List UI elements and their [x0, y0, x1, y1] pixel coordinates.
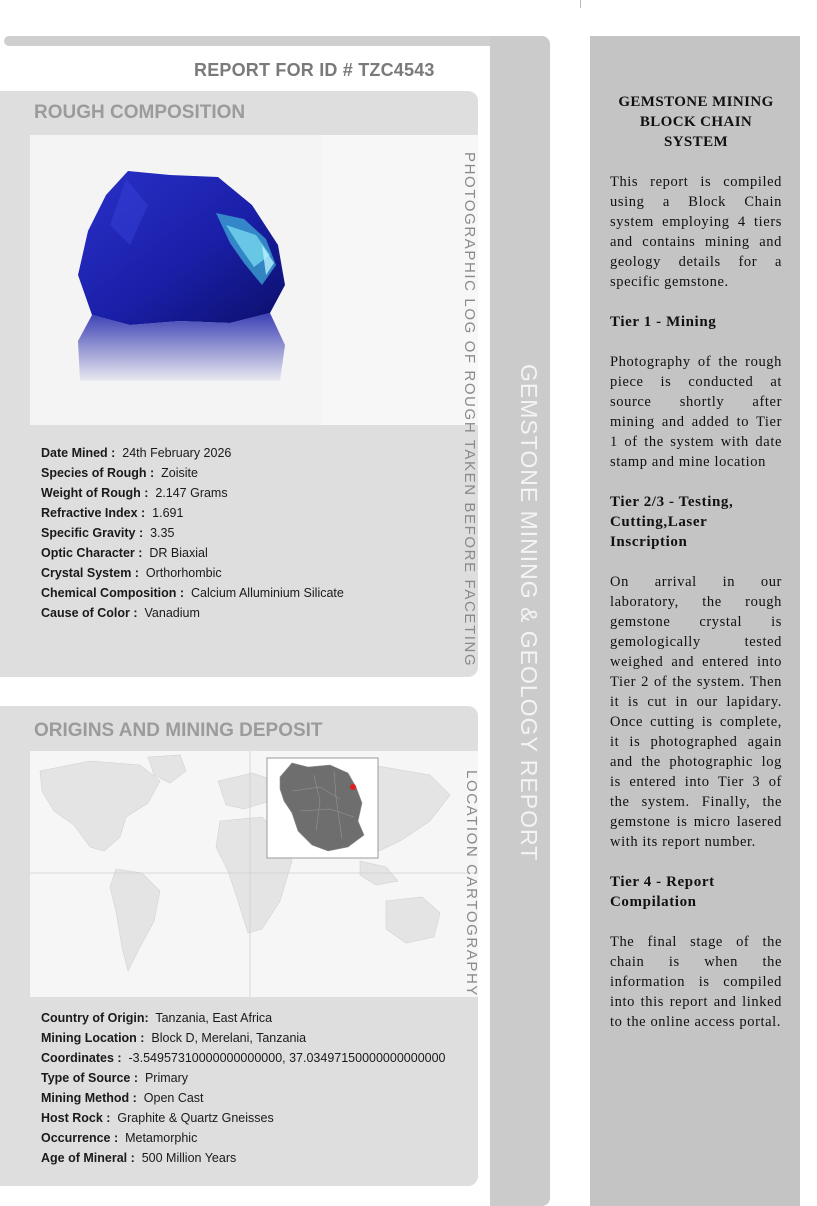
- field-value: Zoisite: [161, 466, 198, 480]
- field-value: 2.147 Grams: [155, 486, 228, 500]
- world-map: [30, 751, 478, 997]
- field-value: Vanadium: [144, 606, 200, 620]
- blockchain-title: GEMSTONE MINING BLOCK CHAIN SYSTEM: [618, 94, 774, 150]
- field-value: Orthorhombic: [145, 566, 222, 580]
- field-label: Type of Source :: [41, 1071, 139, 1085]
- rough-composition-title: ROUGH COMPOSITION: [34, 102, 246, 123]
- origins-title: ORIGINS AND MINING DEPOSIT: [34, 720, 323, 741]
- detail-row-weight: [41, 483, 344, 503]
- field-value: 500 Million Years: [141, 1151, 237, 1165]
- detail-row-cause-of-color: [41, 603, 344, 623]
- field-value: Graphite & Quartz Gneisses: [117, 1111, 274, 1125]
- detail-row-occurrence: [41, 1128, 446, 1148]
- field-label: Refractive Index :: [41, 506, 146, 520]
- tier23-text: On arrival in our laboratory, the rough gemstone crystal is gemologically tested weighed and entered into Tier 2 of the system. Then it is cut in our lapidary. Once cutting is complete, it is photographed again and the photographic log is entered into Tier 3 of the system. Finally, the gemstone is micro lasered with its report number.: [610, 574, 782, 850]
- field-value: Open Cast: [143, 1091, 204, 1105]
- field-label: Occurrence :: [41, 1131, 119, 1145]
- detail-row-specific-gravity: [41, 523, 344, 543]
- detail-row-date-mined: [41, 443, 344, 463]
- tier23-heading: Tier 2/3 - Testing, Cutting,Laser Inscription: [610, 494, 734, 550]
- field-label: Mining Method :: [41, 1091, 137, 1105]
- field-label: Country of Origin:: [41, 1011, 149, 1025]
- detail-row-optic-character: [41, 543, 344, 563]
- field-value: Tanzania, East Africa: [155, 1011, 273, 1025]
- field-label: Species of Rough :: [41, 466, 155, 480]
- field-label: Optic Character :: [41, 546, 143, 560]
- photo-log-caption: PHOTOGRAPHIC LOG OF ROUGH TAKEN BEFORE FACETING: [461, 152, 478, 668]
- blockchain-info-content: [610, 92, 782, 1052]
- field-label: Age of Mineral :: [41, 1151, 135, 1165]
- field-value: DR Biaxial: [149, 546, 208, 560]
- field-value: -3.54957310000000000000, 37.03497150000000000000: [128, 1051, 446, 1065]
- map-caption: LOCATION CARTOGRAPHY: [463, 770, 480, 998]
- field-value: Block D, Merelani, Tanzania: [151, 1031, 307, 1045]
- top-divider-tick: [580, 0, 581, 8]
- origin-details-list: [41, 1008, 446, 1168]
- detail-row-mining-method: [41, 1088, 446, 1108]
- field-label: Host Rock :: [41, 1111, 111, 1125]
- field-value: 24th February 2026: [122, 446, 232, 460]
- tier1-heading: Tier 1 - Mining: [610, 314, 717, 330]
- detail-row-species: [41, 463, 344, 483]
- tier4-heading: Tier 4 - Report Compilation: [610, 874, 715, 910]
- field-label: Cause of Color :: [41, 606, 138, 620]
- blockchain-intro: This report is compiled using a Block Chain system employing 4 tiers and contains mining and geology details for a specific gemstone.: [610, 174, 782, 290]
- rough-gem-photo: [30, 135, 322, 425]
- header-bar: [4, 36, 524, 46]
- detail-row-chemical-composition: [41, 583, 344, 603]
- tier1-text: Photography of the rough piece is conducted at source shortly after mining and added to Tier 1 of the system with date stamp and mine location: [610, 354, 782, 470]
- detail-row-source-type: [41, 1068, 446, 1088]
- report-id-heading: REPORT FOR ID # TZC4543: [194, 60, 435, 80]
- field-label: Weight of Rough :: [41, 486, 149, 500]
- field-label: Crystal System :: [41, 566, 139, 580]
- field-value: Metamorphic: [125, 1131, 198, 1145]
- field-label: Chemical Composition :: [41, 586, 185, 600]
- world-map-image: [30, 751, 478, 997]
- field-value: 1.691: [152, 506, 184, 520]
- field-label: Specific Gravity :: [41, 526, 144, 540]
- rough-details-list: [41, 443, 344, 623]
- detail-row-country: [41, 1008, 446, 1028]
- detail-row-host-rock: [41, 1108, 446, 1128]
- rough-gem-image: [30, 135, 322, 425]
- mine-location-marker: [350, 784, 356, 790]
- detail-row-refractive-index: [41, 503, 344, 523]
- vertical-report-title: GEMSTONE MINING & GEOLOGY REPORT: [516, 364, 542, 862]
- detail-row-age: [41, 1148, 446, 1168]
- blockchain-info-column: [590, 36, 800, 1206]
- field-value: 3.35: [150, 526, 175, 540]
- field-label: Coordinates :: [41, 1051, 122, 1065]
- field-value: Calcium Alluminium Silicate: [191, 586, 344, 600]
- field-value: Primary: [144, 1071, 189, 1085]
- detail-row-crystal-system: [41, 563, 344, 583]
- tier4-text: The final stage of the chain is when the information is compiled into this report and linked to the online access portal.: [610, 934, 782, 1030]
- detail-row-coordinates: [41, 1048, 446, 1068]
- field-label: Date Mined :: [41, 446, 116, 460]
- field-label: Mining Location :: [41, 1031, 145, 1045]
- detail-row-mining-location: [41, 1028, 446, 1048]
